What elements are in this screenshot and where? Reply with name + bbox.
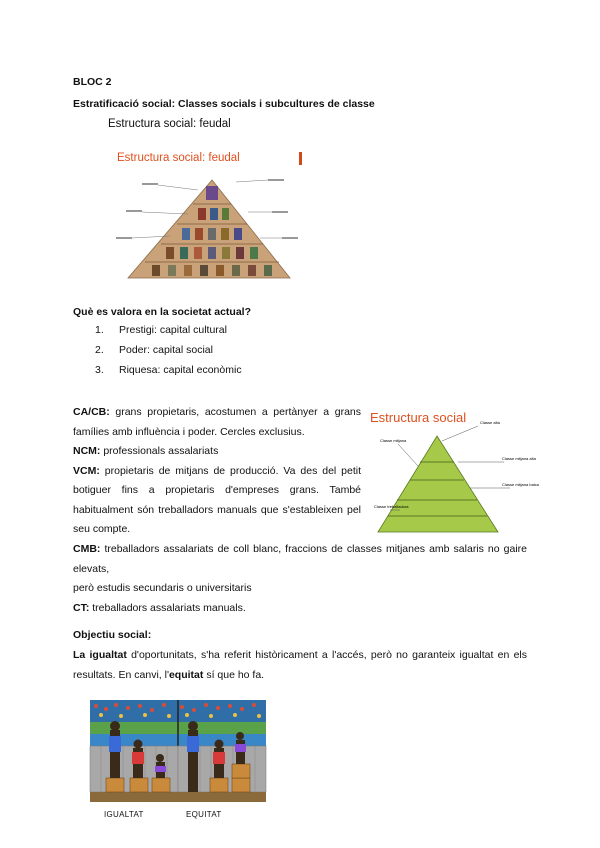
bloc-heading: BLOC 2 bbox=[73, 76, 112, 88]
class-ct: CT: treballadors assalariats manuals. bbox=[73, 601, 246, 614]
page-title: Estratificació social: Classes socials i subcultures de classe bbox=[73, 98, 375, 110]
values-list-item: 3. Riquesa: capital econòmic bbox=[95, 364, 242, 376]
objective-heading: Objectiu social: bbox=[73, 629, 152, 641]
equality-equity-graphic bbox=[90, 700, 266, 802]
social-structure-figure bbox=[370, 410, 539, 535]
page-subtitle: Estructura social: feudal bbox=[108, 118, 231, 130]
feudal-pyramid-graphic bbox=[112, 150, 312, 285]
values-list-item: 2. Poder: capital social bbox=[95, 344, 213, 356]
social-triangle-graphic bbox=[370, 410, 539, 535]
social-figure-title: Estructura social bbox=[370, 410, 467, 425]
social-label-mitjana-baixa: Classe mitjana baixa bbox=[502, 482, 539, 487]
values-list bbox=[95, 320, 242, 380]
class-ncm: NCM: professionals assalariats bbox=[73, 445, 219, 457]
objective-paragraph: La igualtat d'oportunitats, s'ha referit històricament a l'accés, però no garanteix igualtat en els resultats. En canvi, l'equitat sí que ho fa. bbox=[73, 649, 527, 681]
classes-block-wide: CMB: treballadors assalariats de coll blanc, fraccions de classes mitjanes amb salaris no gaire elevats, però estudis secundaris o universitaris CT: treballadors assalariats manuals. bbox=[73, 540, 527, 618]
feudal-figure-title: Estructura social: feudal bbox=[117, 152, 240, 164]
social-label-mitjana-alta: Classe mitjana alta bbox=[502, 456, 536, 461]
social-label-alta: Classe alta bbox=[480, 420, 500, 425]
feudal-pyramid-figure bbox=[112, 150, 312, 285]
classes-block: CA/CB: grans propietaris, acostumen a pertànyer a grans famílies amb influència i poder. Cercles exclusius. NCM: professionals assalariats VCM: propietaris de mitjans de producció. Va des del petit botiguer fins a propietaris d'empreses grans. També habitualment són treballadors manuals que s'estableixen pel seu compte. bbox=[73, 403, 361, 540]
social-label-mitjana: Classe mitjana bbox=[380, 438, 407, 443]
values-question: Què es valora en la societat actual? bbox=[73, 306, 251, 318]
class-vcm: VCM: propietaris de mitjans de producció. Va des del petit bbox=[73, 464, 361, 477]
values-list-item: 1. Prestigi: capital cultural bbox=[95, 324, 227, 336]
label-equitat: EQUITAT bbox=[186, 810, 222, 819]
class-cmb: CMB: treballadors assalariats de coll blanc, fraccions de classes mitjanes amb salaris no gaire elevats, bbox=[73, 543, 527, 575]
class-cacb: CA/CB: grans propietaris, acostumen a pertànyer a grans bbox=[73, 406, 361, 418]
equality-equity-illustration bbox=[90, 700, 266, 802]
social-label-treballadora: Classe treballadora bbox=[374, 504, 409, 509]
label-igualtat: IGUALTAT bbox=[104, 810, 144, 819]
